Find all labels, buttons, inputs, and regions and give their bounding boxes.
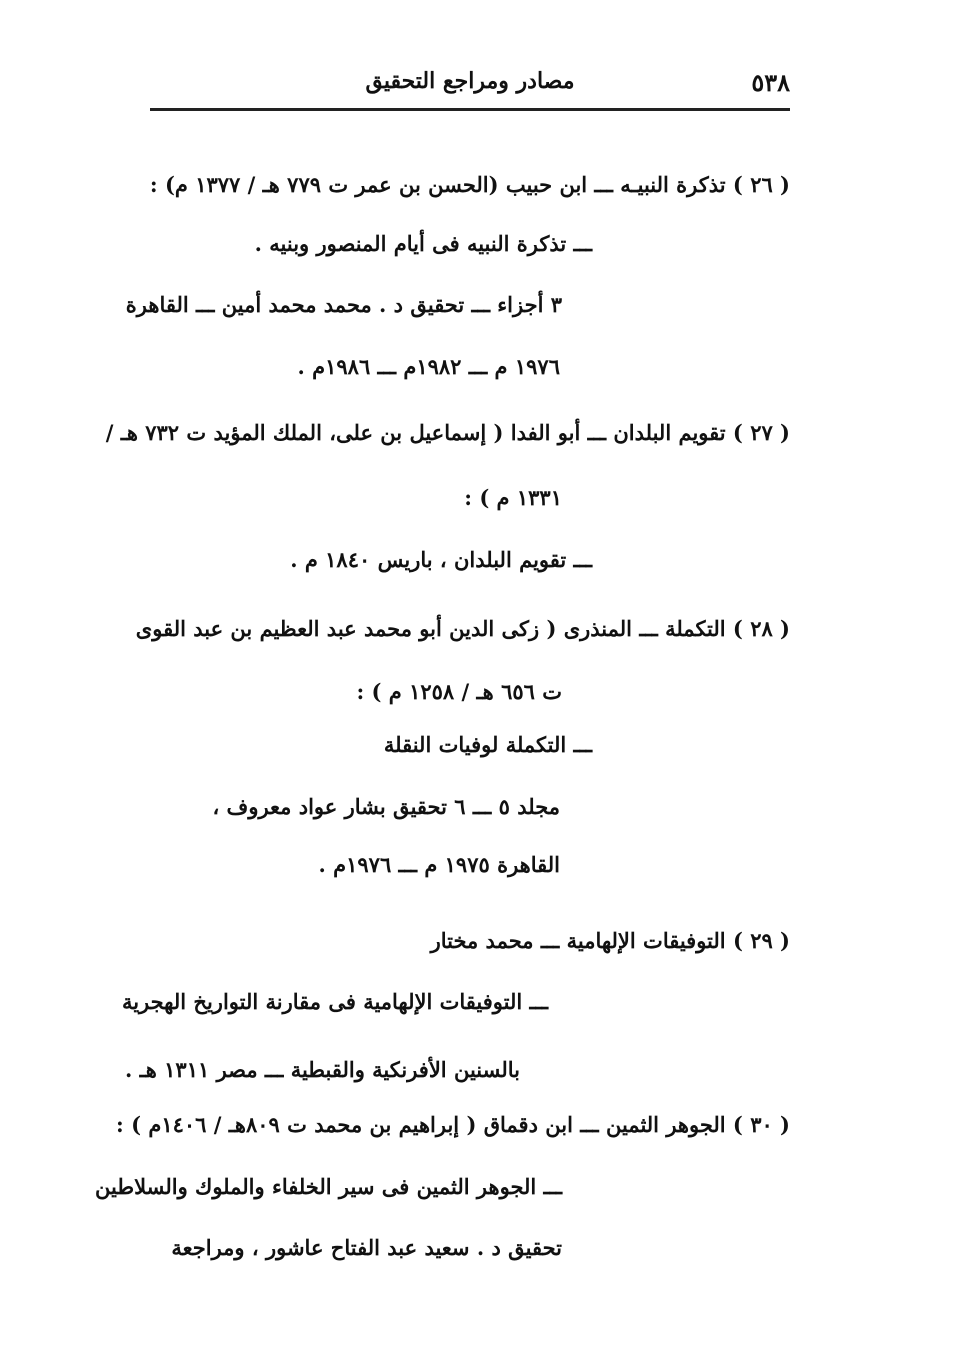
- entry-26-details: ٣ أجزاء ـــ تحقيق د . محمد محمد أمين ـــ القاهرة: [125, 292, 562, 317]
- page-header: [150, 62, 790, 102]
- running-title: مصادر ومراجع التحقيق: [365, 68, 575, 94]
- entry-28-details: مجلد ٥ ـــ ٦ تحقيق بشار عواد معروف ،: [212, 794, 560, 819]
- entry-28-heading: ( ٢٨ ) التكملة ـــ المنذرى ( زكى الدين أبو محمد عبد العظيم بن عبد القوى: [135, 616, 790, 641]
- entry-26-heading: ( ٢٦ ) تذكرة النبيـه ـــ ابن حبيب (الحسن بن عمر ت ٧٧٩ هـ / ١٣٧٧ م) :: [149, 172, 790, 197]
- entry-29-title: ـــ التوفيقات الإلهامية فى مقارنة التواريخ الهجرية: [121, 989, 548, 1014]
- entry-29-details: بالسنين الأفرنكية والقبطية ـــ مصر ١٣١١ هـ .: [124, 1057, 520, 1082]
- entry-29-heading: ( ٢٩ ) التوفيقات الإلهامية ـــ محمد مختار: [430, 928, 790, 953]
- entry-28-heading-cont: ت ٦٥٦ هـ / ١٢٥٨ م ) :: [356, 679, 562, 704]
- entry-27-title: ـــ تقويم البلدان ، باريس ١٨٤٠ م .: [290, 547, 592, 572]
- page-number: ٥٣٨: [751, 68, 790, 97]
- entry-28-title: ـــ التكملة لوفيات النقلة: [383, 732, 592, 757]
- entry-30-details: تحقيق د . سعيد عبد الفتاح عاشور ، ومراجعة: [171, 1235, 562, 1260]
- header-rule: [150, 108, 790, 111]
- entry-26-dates: ١٩٧٦ م ـــ ١٩٨٢م ـــ ١٩٨٦م .: [297, 354, 560, 379]
- entry-28-dates: القاهرة ١٩٧٥ م ـــ ١٩٧٦م .: [318, 852, 560, 877]
- entry-30-title: ـــ الجوهر الثمين فى سير الخلفاء والملوك والسلاطين: [95, 1174, 562, 1199]
- entry-26-title: ـــ تذكرة النبيه فى أيام المنصور وبنيه .: [254, 231, 592, 256]
- entry-30-heading: ( ٣٠ ) الجوهر الثمين ـــ ابن دقماق ( إبراهيم بن محمد ت ٨٠٩هـ / ١٤٠٦م ) :: [116, 1112, 790, 1137]
- entry-27-heading: ( ٢٧ ) تقويم البلدان ـــ أبو الفدا ( إسماعيل بن على، الملك المؤيد ت ٧٣٢ هـ /: [105, 420, 790, 445]
- entry-27-heading-cont: ١٣٣١ م ) :: [464, 485, 562, 510]
